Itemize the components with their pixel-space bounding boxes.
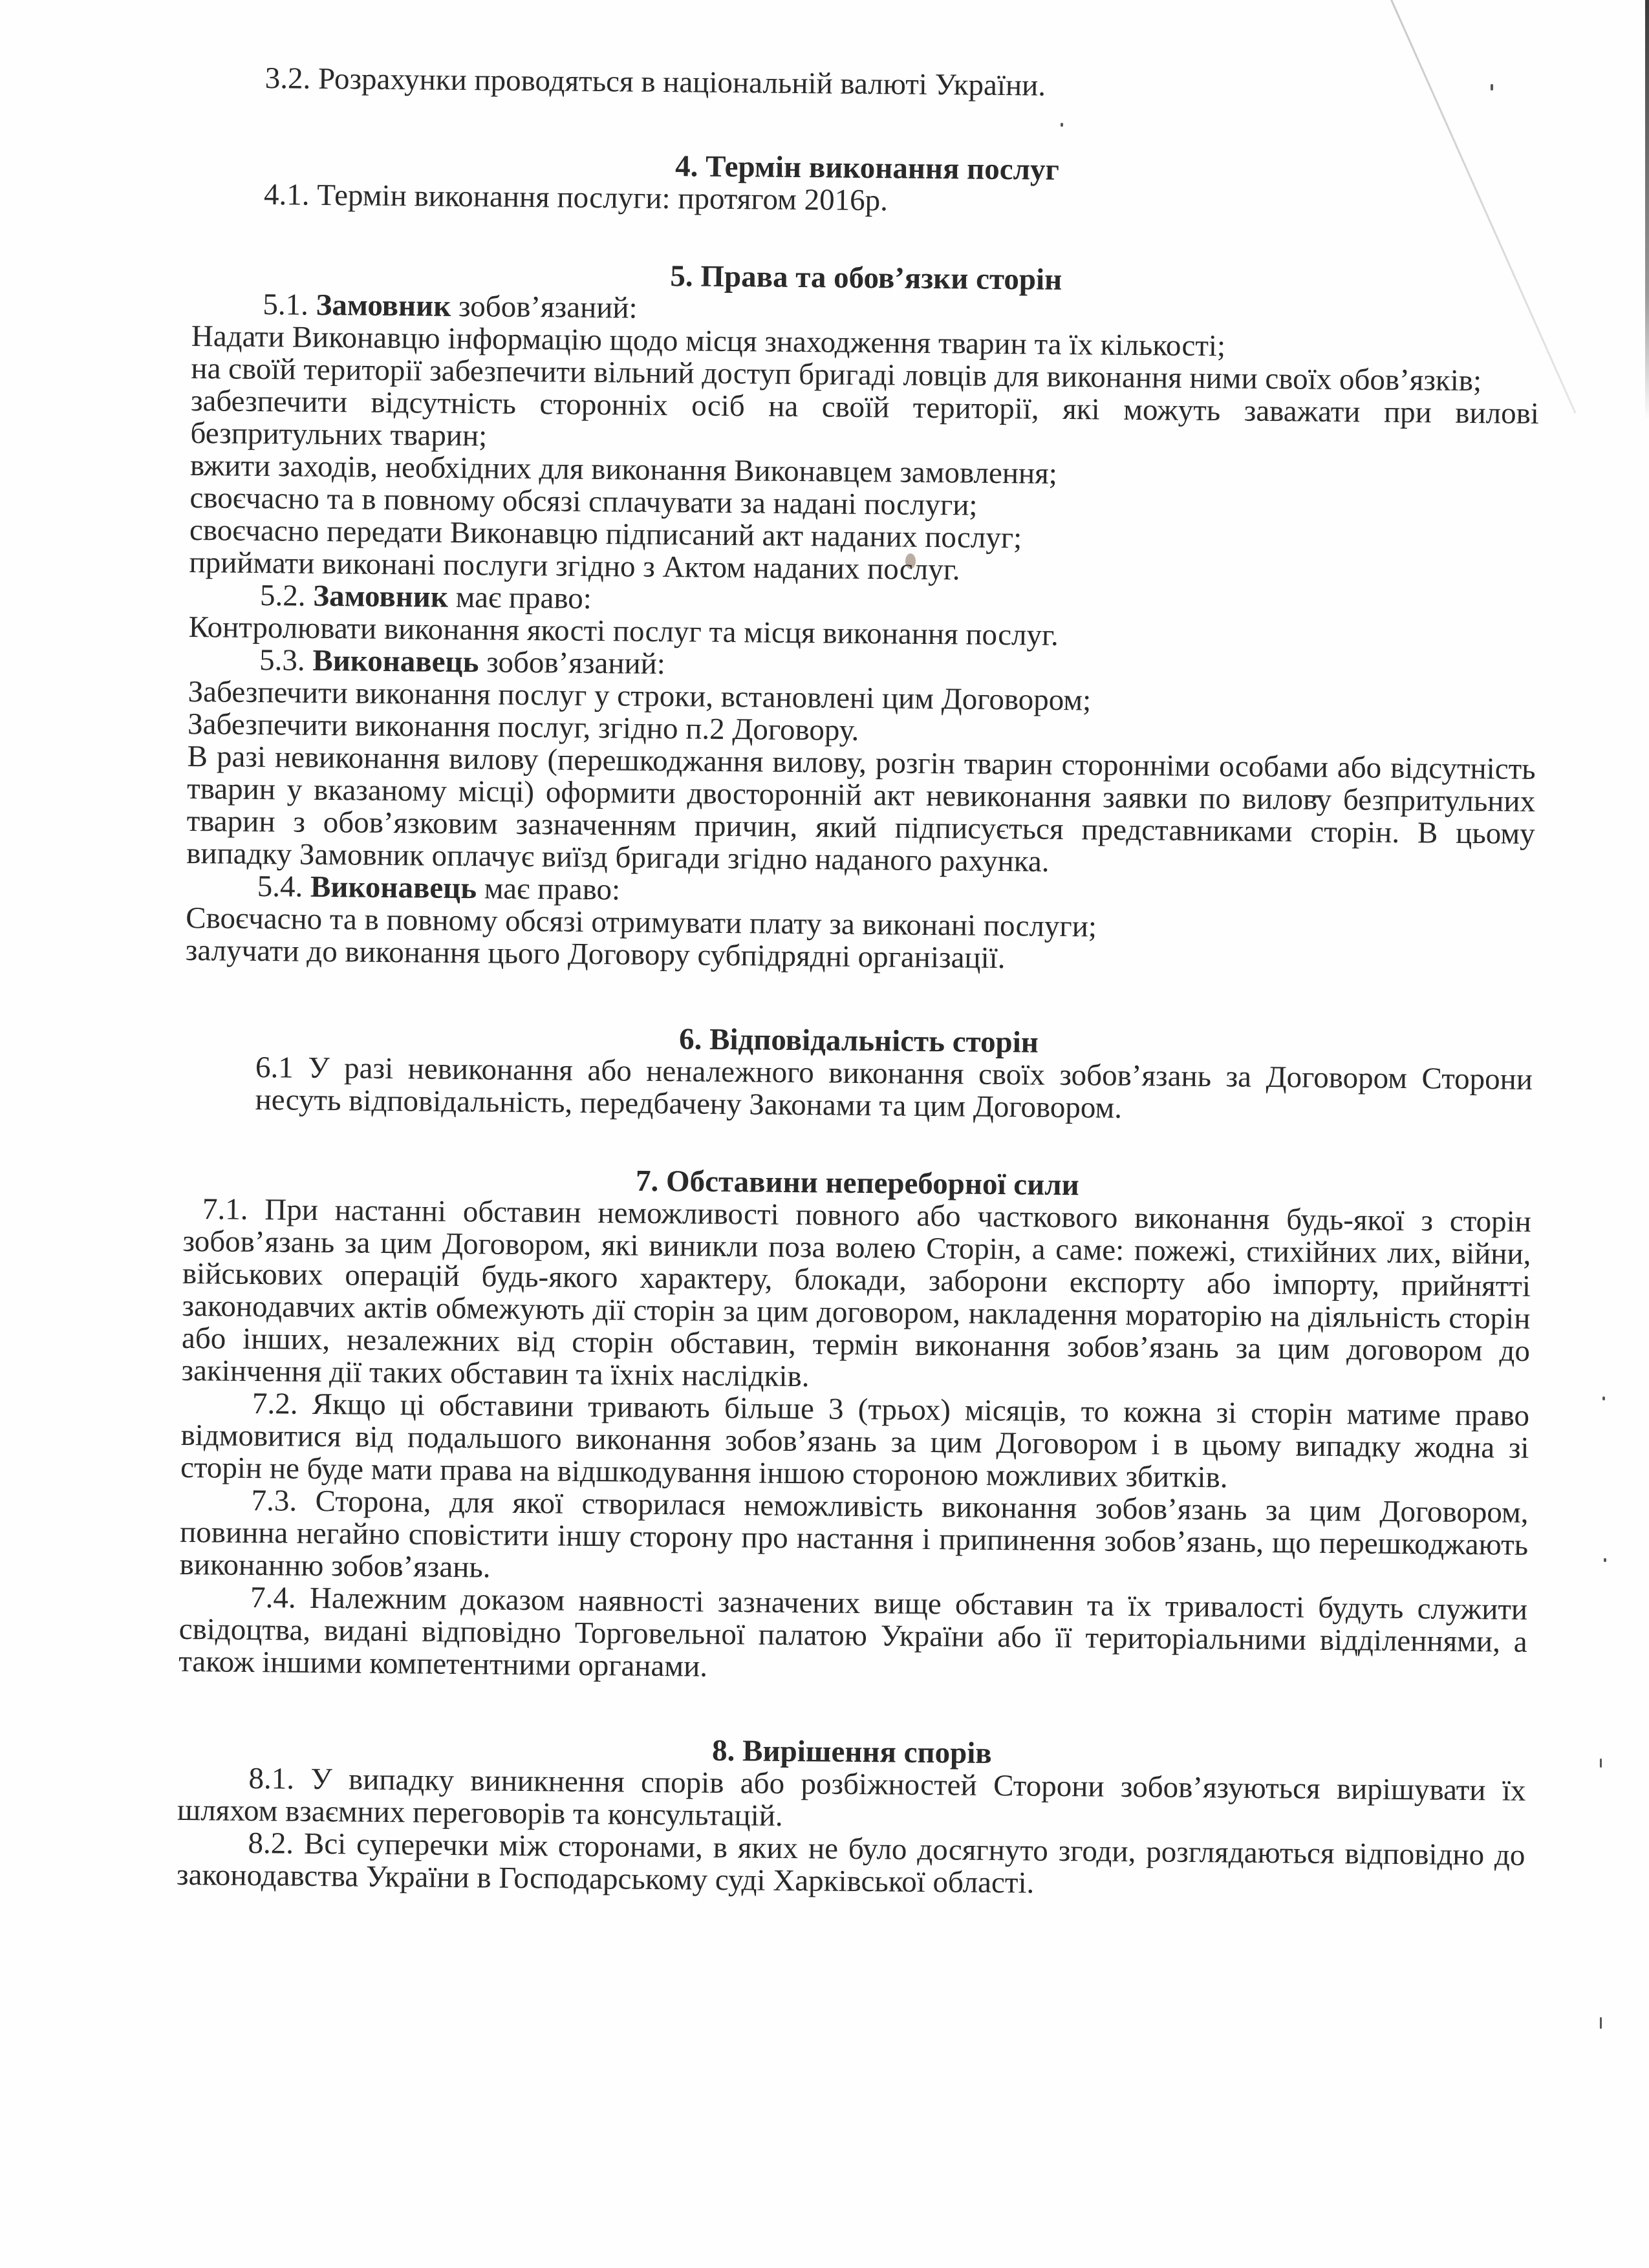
list-item: приймати виконані послуги згідно з Актом наданих послуг. [189,545,960,587]
scan-edge-shadow [1645,0,1649,420]
list-item: вжити заходів, необхідних для виконання Виконавцем замовлення; [189,448,1058,491]
clause-number: 5.1. [263,288,309,322]
list-item: забезпечити відсутність сторонніх осіб на своїй території, які можуть заважати при вилові безпритульних тварин; [190,383,1540,453]
section-5-heading: 5. Права та обов’язки сторін [670,259,1062,297]
scan-speck [1600,1759,1602,1768]
clause-title-rest: має право: [484,872,621,907]
clause-number: 5.4. [257,869,303,904]
section-8-heading: 8. Вирішення спорів [711,1733,992,1770]
clause-title-rest: зобов’язаний: [458,289,638,325]
list-item: Забезпечити виконання послуг у строки, встановлені цим Договором; [188,674,1092,718]
scan-speck [1600,2017,1602,2029]
list-item: Контролювати виконання якості послуг та місця виконання послуг. [188,610,1059,652]
paragraph-7-2: 7.2. Якщо ці обставини тривають більше 3 (трьох) місяців, то кожна зі сторін матиме право відмовитися від подальшого виконання зобов’язань за цим Договором і в цьому випадку жодна зі сторін не буде мати права на відшкодування іншою стороною можливих збитків. [180,1386,1530,1495]
paragraph-4-1: 4.1. Термін виконання послуги: протягом 2016р. [263,178,889,218]
list-item: Своєчасно та в повному обсязі отримувати плату за виконані послуги; [186,901,1097,944]
section-7-heading: 7. Обставини непереборної сили [635,1164,1079,1203]
clause-number: 5.2. [259,579,306,613]
scan-speck [1604,1558,1606,1562]
list-item: своєчасно та в повному обсязі сплачувати за надані послуги; [189,480,978,522]
party-name: Замовник [313,579,449,614]
clause-number: 5.3. [259,643,305,678]
section-6-heading: 6. Відповідальність сторін [678,1022,1039,1060]
clause-title-rest: зобов’язаний: [486,645,666,681]
paragraph-8-2: 8.2. Всі суперечки між сторонами, в яких не було досягнуто згоди, розглядаються відповідно до законодавства України в Господарському суді Харківської області. [176,1826,1525,1900]
list-item: на своїй території забезпечити вільний доступ бригаді ловців для виконання ними своїх обов’язків; [191,351,1482,398]
party-name: Виконавець [310,870,477,906]
document-body [177,61,1542,1904]
party-name: Замовник [316,288,451,323]
party-name: Виконавець [312,643,479,679]
paragraph-3-2: 3.2. Розрахунки проводяться в національній валюті України. [264,61,1046,103]
scan-speck [1602,1396,1605,1400]
clause-title-rest: має право: [455,580,592,615]
list-item: залучати до виконання цього Договору субпідрядні організації. [185,933,1006,976]
paragraph-7-1: 7.1. При настанні обставин неможливості повного або часткового виконання будь-якої з сторін зобов’язань за цим Договором, які виникли поза волею Сторін, а саме: пожежі, стихійних лих, війни, військових операцій будь-якого характеру, блокади, заборони експорту або імпорту, прийнятті законодавчих актів обмежують дії сторін за цим договором, накладення мораторію на діяльність сторін або інших, незалежних від сторін обставин, термін виконання зобов’язань за цим договором до закінчення дії таких обставин та їхніх наслідків. [181,1192,1532,1394]
paragraph-7-4: 7.4. Належним доказом наявності зазначених вище обставин та їх тривалості будуть служити свідоцтва, видані відповідно Торговельної палатою України або її територіальними відділеннями, а також іншими компетентними органами. [178,1580,1528,1684]
list-item: Забезпечити виконання послуг, згідно п.2 Договору. [187,707,859,747]
list-item: Надати Виконавцю інформацію щодо місця знаходження тварин та їх кількості; [191,319,1226,363]
paragraph-8-1: 8.1. У випадку виникнення спорів або розбіжностей Сторони зобов’язуються вирішувати їх шляхом взаємних переговорів та консультацій. [177,1761,1526,1833]
section-4-heading: 4. Термін виконання послуг [674,149,1060,187]
paragraph-7-3: 7.3. Сторона, для якої створилася неможливість виконання зобов’язань за цим Договором, повинна негайно сповістити іншу сторону про настання і припинення зобов’язань, що перешкоджають виконанню зобов’язань. [179,1483,1529,1585]
list-item: В разі невиконання вилову (перешкоджання вилову, розгін тварин сторонніми особами або відсутність тварин у вказаному місці) оформити двосторонній акт невиконання заявки по вилову безпритульних тварин з обов’язковим зазначенням причин, який підписується представниками сторін. В цьому випадку Замовник оплачує виїзд бригади згідно наданого рахунка. [186,739,1536,879]
list-item: своєчасно передати Виконавцю підписаний акт наданих послуг; [189,513,1022,555]
paragraph-6-1: 6.1 У разі невиконання або неналежного виконання своїх зобов’язань за Договором Сторони несуть відповідальність, передбачену Законами та цим Договором. [255,1050,1533,1125]
